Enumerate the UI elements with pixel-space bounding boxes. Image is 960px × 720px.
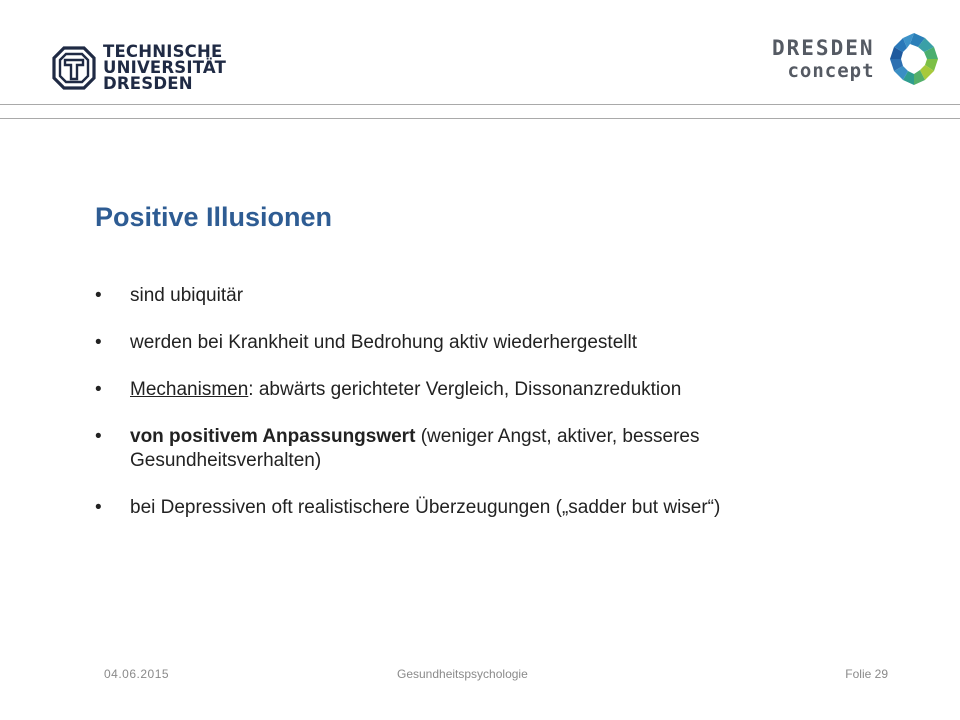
header-divider-bottom [0,118,960,119]
slide-title: Positive Illusionen [95,202,333,232]
tu-dresden-logo [52,40,226,96]
list-item [95,496,895,520]
tu-dresden-logo-line: UNIVERSITÄT [103,58,227,77]
slide-header [0,0,960,118]
list-item [95,284,895,308]
footer-date: 04.06.2015 [104,667,170,681]
bullet-underlined-term: Mechanismen [130,379,249,400]
bullet-marker: • [95,497,102,518]
tu-dresden-logo-text [103,44,226,92]
tu-dresden-logo-line: DRESDEN [103,74,193,93]
list-item [95,331,895,355]
bullet-marker: • [95,426,102,447]
footer-page-number: Folie 29 [845,667,888,681]
bullet-text: werden bei Krankheit und Bedrohung aktiv wiederhergestellt [130,332,637,353]
header-divider-top [0,104,960,105]
bullet-marker: • [95,379,102,400]
bullet-marker: • [95,332,102,353]
bullet-text: bei Depressiven oft realistischere Überzeugungen („sadder but wiser“) [130,497,721,518]
tud-emblem-icon [52,46,96,90]
dresden-concept-logo [772,27,943,91]
bullet-bold-term: von positivem Anpassungswert [130,426,416,447]
bullet-text: (weniger Angst, aktiver, besseres Gesundheitsverhalten) [130,426,700,471]
list-item [95,425,895,473]
bullet-text: sind ubiquitär [130,285,244,306]
dresden-concept-logo-text [772,36,875,82]
bullet-text: : abwärts gerichteter Vergleich, Dissonanzreduktion [248,379,682,400]
tu-dresden-logo-line: TECHNISCHE [103,42,223,61]
list-item [95,378,895,402]
slide-footer [0,667,960,685]
dresden-concept-logo-line1: DRESDEN [772,36,875,60]
dresden-concept-emblem-icon [885,30,943,88]
bullet-marker: • [95,285,102,306]
dresden-concept-logo-line2: concept [787,60,875,82]
bullet-list [95,284,895,543]
footer-course-name: Gesundheitspsychologie [397,667,528,681]
